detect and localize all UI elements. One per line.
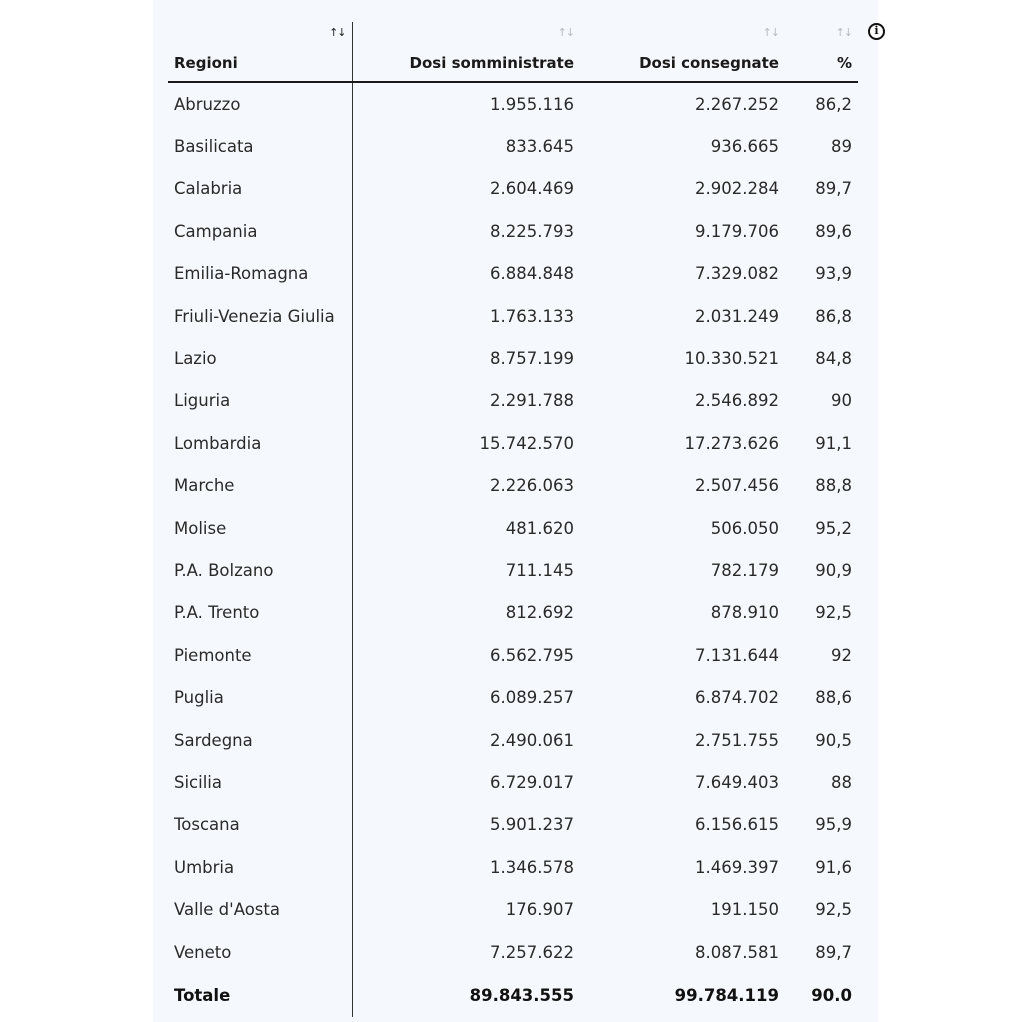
cell-region: Veneto [168,931,352,973]
cell-administered: 5.901.237 [490,815,574,835]
info-icon[interactable]: i [868,23,885,40]
cell-percent: 86,2 [815,94,852,114]
table-row [168,125,858,167]
cell-percent: 92,5 [815,900,852,920]
cell-delivered: 7.649.403 [695,772,779,792]
cell-administered: 2.291.788 [490,391,574,411]
cell-delivered: 17.273.626 [684,433,779,453]
cell-administered: 1.763.133 [490,306,574,326]
cell-region: Emilia-Romagna [168,253,352,295]
cell-delivered: 10.330.521 [684,349,779,369]
cell-percent: 89,7 [815,179,852,199]
cell-administered: 6.562.795 [490,645,574,665]
cell-region: Valle d'Aosta [168,888,352,930]
cell-percent: 91,6 [815,857,852,877]
table-row [168,634,858,676]
cell-region: Umbria [168,846,352,888]
header-label: Dosi consegnate [639,54,779,72]
table-row [168,465,858,507]
cell-delivered: 936.665 [710,137,779,157]
cell-administered: 8.757.199 [490,349,574,369]
cell-delivered: 2.507.456 [695,476,779,496]
cell-region: Sardegna [168,719,352,761]
cell-administered: 1.346.578 [490,857,574,877]
cell-administered: 6.884.848 [490,264,574,284]
cell-percent: 95,2 [815,518,852,538]
header-label: % [836,54,852,72]
cell-delivered: 6.874.702 [695,688,779,708]
cell-administered: 15.742.570 [479,433,574,453]
cell-delivered: 2.267.252 [695,94,779,114]
cell-region: Abruzzo [168,82,352,125]
cell-administered: 7.257.622 [490,942,574,962]
cell-delivered: 878.910 [710,603,779,623]
table-row [168,295,858,337]
total-row [168,973,858,1017]
cell-percent: 89 [831,137,852,157]
table-row [168,82,858,125]
cell-region: Calabria [168,168,352,210]
cell-delivered: 7.329.082 [695,264,779,284]
total-administered: 89.843.555 [469,985,574,1005]
table-row [168,422,858,464]
header-dosi-consegnate[interactable] [580,22,785,82]
cell-region: Friuli-Venezia Giulia [168,295,352,337]
cell-region: Lazio [168,337,352,379]
header-label: Dosi somministrate [409,54,574,72]
cell-percent: 93,9 [815,264,852,284]
cell-region: Basilicata [168,125,352,167]
table-row [168,888,858,930]
table-row [168,549,858,591]
table-row [168,804,858,846]
cell-administered: 6.729.017 [490,772,574,792]
cell-delivered: 6.156.615 [695,815,779,835]
cell-region: Liguria [168,380,352,422]
table-header-row [168,22,858,82]
cell-region: Toscana [168,804,352,846]
cell-region: Sicilia [168,761,352,803]
cell-percent: 86,8 [815,306,852,326]
header-regioni[interactable] [168,22,352,82]
cell-region: Marche [168,465,352,507]
cell-administered: 176.907 [505,900,574,920]
cell-percent: 88 [831,772,852,792]
table-row [168,931,858,973]
total-label: Totale [168,973,352,1017]
cell-region: Puglia [168,676,352,718]
cell-region: Molise [168,507,352,549]
cell-percent: 91,1 [815,433,852,453]
cell-percent: 89,7 [815,942,852,962]
cell-administered: 812.692 [505,603,574,623]
sort-icon[interactable]: ↑↓ [835,26,852,39]
cell-percent: 89,6 [815,221,852,241]
cell-percent: 88,8 [815,476,852,496]
cell-delivered: 191.150 [710,900,779,920]
table-row [168,168,858,210]
cell-administered: 2.604.469 [490,179,574,199]
table-row [168,592,858,634]
cell-percent: 90 [831,391,852,411]
cell-delivered: 2.546.892 [695,391,779,411]
table-row [168,337,858,379]
total-percent: 90.0 [811,985,852,1005]
table-row [168,761,858,803]
cell-percent: 95,9 [815,815,852,835]
cell-delivered: 506.050 [710,518,779,538]
cell-delivered: 2.902.284 [695,179,779,199]
total-delivered: 99.784.119 [674,985,779,1005]
cell-administered: 2.226.063 [490,476,574,496]
cell-administered: 6.089.257 [490,688,574,708]
cell-delivered: 8.087.581 [695,942,779,962]
cell-percent: 88,6 [815,688,852,708]
cell-administered: 481.620 [505,518,574,538]
cell-region: Lombardia [168,422,352,464]
cell-administered: 711.145 [505,560,574,580]
table-row [168,380,858,422]
cell-administered: 2.490.061 [490,730,574,750]
header-label: Regioni [174,54,238,72]
table-row [168,676,858,718]
cell-delivered: 7.131.644 [695,645,779,665]
cell-delivered: 2.031.249 [695,306,779,326]
cell-administered: 833.645 [505,137,574,157]
sort-icon[interactable]: ↑↓ [557,26,574,39]
cell-delivered: 9.179.706 [695,221,779,241]
cell-delivered: 1.469.397 [695,857,779,877]
cell-percent: 90,5 [815,730,852,750]
cell-administered: 1.955.116 [490,94,574,114]
cell-administered: 8.225.793 [490,221,574,241]
cell-percent: 84,8 [815,349,852,369]
table-row [168,210,858,252]
header-percent[interactable] [785,22,858,82]
header-dosi-somministrate[interactable] [352,22,580,82]
cell-delivered: 782.179 [710,560,779,580]
cell-region: Piemonte [168,634,352,676]
vaccine-doses-table [168,22,858,1017]
table-row [168,507,858,549]
cell-percent: 92 [831,645,852,665]
cell-region: P.A. Bolzano [168,549,352,591]
cell-region: Campania [168,210,352,252]
sort-icon[interactable]: ↑↓ [762,26,779,39]
table-row [168,846,858,888]
cell-delivered: 2.751.755 [695,730,779,750]
table-row [168,253,858,295]
cell-region: P.A. Trento [168,592,352,634]
cell-percent: 90,9 [815,560,852,580]
cell-percent: 92,5 [815,603,852,623]
sort-icon[interactable]: ↑↓ [329,26,346,39]
table-row [168,719,858,761]
